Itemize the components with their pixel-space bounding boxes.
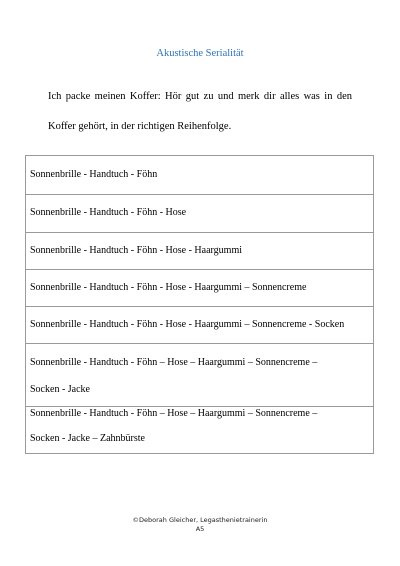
- table-row: [26, 156, 373, 194]
- table-row: [26, 232, 373, 269]
- sequence-table: [25, 155, 374, 454]
- table-row: [26, 269, 373, 306]
- table-row: [26, 194, 373, 232]
- row-text: Sonnenbrille - Handtuch - Föhn - Hose - Haargummi – Sonnencreme: [30, 282, 307, 293]
- row-text-line-2: Socken - Jacke – Zahnbürste: [30, 433, 145, 444]
- row-text: Sonnenbrille - Handtuch - Föhn - Hose - Haargummi – Sonnencreme - Socken: [30, 319, 345, 330]
- table-row: [26, 306, 373, 343]
- table-row: [26, 406, 373, 454]
- row-text-line-2: Socken - Jacke: [30, 384, 90, 395]
- page-title: Akustische Serialität: [156, 48, 244, 59]
- intro-text: Ich packe meinen Koffer: Hör gut zu und merk dir alles was in den Koffer gehört, in der richtigen Reihenfolge.: [48, 91, 352, 132]
- table-row: [26, 343, 373, 406]
- footer-code: A5: [195, 525, 205, 533]
- row-text-line-1: Sonnenbrille - Handtuch - Föhn – Hose – Haargummi – Sonnencreme –: [30, 357, 318, 368]
- row-text-line-1: Sonnenbrille - Handtuch - Föhn – Hose – Haargummi – Sonnencreme –: [30, 408, 318, 419]
- footer-credit: ©Deborah Gleicher, Legasthenietrainerin: [132, 516, 268, 524]
- row-text: Sonnenbrille - Handtuch - Föhn: [30, 169, 158, 180]
- row-text: Sonnenbrille - Handtuch - Föhn - Hose - Haargummi: [30, 245, 242, 256]
- row-text: Sonnenbrille - Handtuch - Föhn - Hose: [30, 207, 187, 218]
